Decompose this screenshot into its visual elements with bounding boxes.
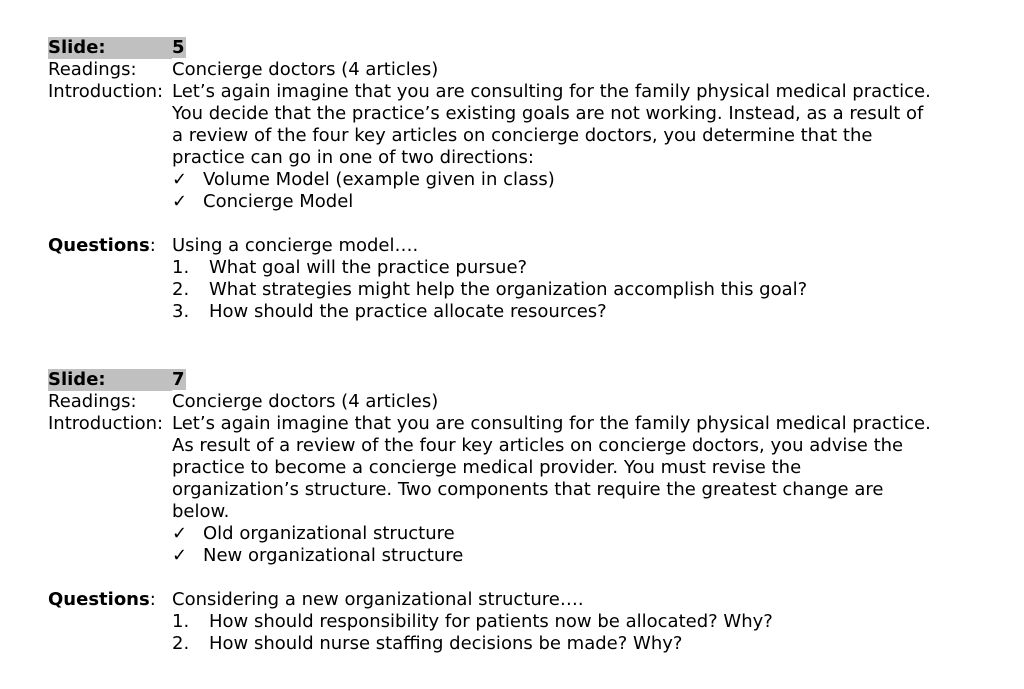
readings-row [48, 391, 988, 413]
slide-header [48, 369, 988, 391]
slide-header [48, 37, 988, 59]
intro-label: Introduction: [48, 413, 164, 434]
slide-label: Slide: [48, 37, 172, 59]
intro-line: below. [172, 501, 230, 522]
slide-label: Slide: [48, 369, 172, 391]
question-number: 1. [172, 611, 190, 632]
question-number: 2. [172, 279, 190, 300]
intro-line: a review of the four key articles on concierge doctors, you determine that the [172, 125, 873, 146]
readings-row [48, 59, 988, 81]
intro-line: practice can go in one of two directions: [172, 147, 534, 168]
question-text: How should the practice allocate resources? [209, 301, 607, 322]
intro-row [48, 413, 988, 435]
slide-number: 7 [172, 369, 185, 390]
intro-line: practice to become a concierge medical provider. You must revise the [172, 457, 802, 478]
question-item [48, 257, 988, 279]
question-text: What goal will the practice pursue? [209, 257, 528, 278]
check-item-text: New organizational structure [203, 545, 464, 566]
intro-row [48, 81, 988, 103]
questions-label: Questions [48, 235, 150, 256]
slide-block-7 [48, 369, 988, 655]
check-item [48, 523, 988, 545]
intro-line: Let’s again imagine that you are consulting for the family physical medical practice. [172, 413, 931, 434]
question-item [48, 301, 988, 323]
questions-lead: Using a concierge model…. [172, 235, 419, 256]
intro-line: As result of a review of the four key articles on concierge doctors, you advise the [172, 435, 904, 456]
readings-text: Concierge doctors (4 articles) [172, 59, 439, 80]
check-item-text: Concierge Model [203, 191, 354, 212]
check-item [48, 169, 988, 191]
question-number: 2. [172, 633, 190, 654]
questions-lead: Considering a new organizational structure…. [172, 589, 584, 610]
checkmark-icon: ✓ [172, 169, 188, 190]
slide-number: 5 [172, 37, 185, 58]
checkmark-icon: ✓ [172, 545, 188, 566]
question-item [48, 279, 988, 301]
slide-block-5 [48, 37, 988, 323]
intro-line: organization’s structure. Two components that require the greatest change are [172, 479, 884, 500]
question-item [48, 633, 988, 655]
checkmark-icon: ✓ [172, 523, 188, 544]
readings-label: Readings: [48, 391, 137, 412]
intro-label: Introduction: [48, 81, 164, 102]
question-number: 3. [172, 301, 190, 322]
question-number: 1. [172, 257, 190, 278]
intro-line: You decide that the practice’s existing goals are not working. Instead, as a result of [172, 103, 924, 124]
intro-line: Let’s again imagine that you are consulting for the family physical medical practice. [172, 81, 931, 102]
readings-text: Concierge doctors (4 articles) [172, 391, 439, 412]
question-item [48, 611, 988, 633]
questions-row: Questions: Using a concierge model…. [48, 235, 988, 257]
questions-row: Questions: Considering a new organizational structure…. [48, 589, 988, 611]
check-item [48, 191, 988, 213]
check-item-text: Old organizational structure [203, 523, 455, 544]
checkmark-icon: ✓ [172, 191, 188, 212]
check-item-text: Volume Model (example given in class) [203, 169, 555, 190]
check-item [48, 545, 988, 567]
readings-label: Readings: [48, 59, 137, 80]
questions-label: Questions [48, 589, 150, 610]
question-text: How should responsibility for patients now be allocated? Why? [209, 611, 773, 632]
question-text: What strategies might help the organization accomplish this goal? [209, 279, 808, 300]
question-text: How should nurse staffing decisions be made? Why? [209, 633, 683, 654]
